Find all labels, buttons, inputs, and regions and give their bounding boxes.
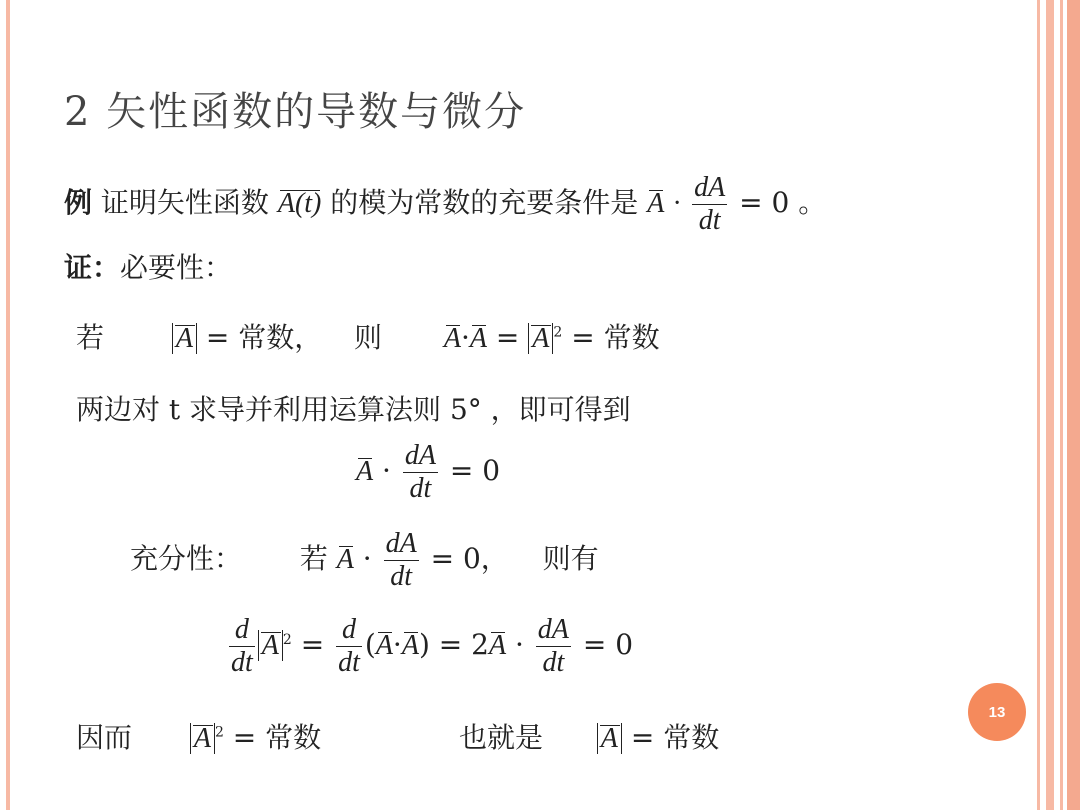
slide-title: 2 矢性函数的导数与微分 — [64, 89, 527, 135]
vector-a: A — [375, 630, 393, 662]
therefore-word: 因而 — [76, 721, 133, 754]
magnitude-a: A — [172, 323, 197, 354]
fraction-denominator: dt — [698, 205, 721, 237]
conclusion-line — [76, 716, 719, 756]
equals-sign: = — [205, 321, 230, 354]
necessity-statement — [76, 316, 660, 356]
vector-a: A — [647, 188, 665, 220]
vector-a: A — [336, 544, 354, 576]
zero-value: 0 — [482, 454, 501, 488]
if-word: 若 — [76, 321, 105, 354]
vector-a: A — [443, 323, 461, 354]
page-number-badge: 13 — [968, 683, 1026, 741]
square-exponent: 2 — [553, 324, 563, 341]
fraction-numerator: d — [336, 614, 362, 647]
dot-operator: · — [382, 454, 391, 488]
derivative-fraction — [384, 528, 419, 593]
necessity-label: 必要性： — [120, 251, 233, 284]
equals-sign: = — [571, 321, 595, 354]
vector-a-of-t: A(t) — [277, 188, 322, 220]
fraction-numerator: dA — [536, 614, 571, 647]
fraction-numerator: d — [229, 614, 255, 647]
example-text-2: 的模为常数的充要条件是 — [330, 186, 639, 220]
fraction-denominator: dt — [390, 561, 413, 593]
dot-operator: · — [362, 542, 372, 576]
magnitude-a: A — [258, 630, 283, 661]
equals-sign: = — [630, 721, 655, 754]
vector-a: A — [488, 630, 507, 662]
fraction-denominator: dt — [542, 647, 565, 679]
proof-line — [64, 246, 232, 286]
equals-sign: = — [449, 454, 474, 488]
vector-a: A — [401, 630, 419, 662]
dot-operator: · — [514, 628, 524, 662]
fraction-numerator: dA — [384, 528, 419, 561]
dot-operator: · — [460, 321, 470, 354]
then-word: 则 — [354, 321, 383, 354]
constant-text-1: 常数 — [265, 721, 322, 754]
fraction-denominator: dt — [231, 647, 253, 679]
zero-value: 0 — [771, 186, 790, 220]
right-border-line-3 — [1060, 0, 1063, 810]
equals-sign: = — [438, 628, 463, 662]
magnitude-a: A — [597, 723, 622, 754]
left-border — [6, 0, 10, 810]
proof-label: 证： — [64, 251, 121, 284]
constant-text-2: 常数 — [663, 721, 720, 754]
example-text-1: 证明矢性函数 — [100, 186, 269, 220]
derivative-line: 两边对 t 求导并利用运算法则 5° ，即可得到 — [76, 393, 631, 426]
result-equation — [356, 440, 500, 505]
magnitude-a: A — [190, 723, 215, 754]
equals-sign: = — [582, 628, 607, 662]
example-line — [64, 172, 826, 237]
vector-a: A — [356, 456, 374, 488]
that-is-word: 也就是 — [458, 721, 543, 754]
derivative-chain-equation: $\frac{d}{dt}$ A $^2$ = $\frac{d}{dt}$ (A·A) = 2A · $\frac{dA}{dt}$ = 0 — [231, 614, 634, 679]
right-border-line-1 — [1037, 0, 1040, 810]
coefficient-two: 2 — [471, 628, 489, 662]
right-border-band — [1067, 0, 1080, 810]
derivative-fraction — [403, 440, 438, 505]
if-word: 若 — [299, 542, 328, 576]
derivative-fraction — [536, 614, 571, 679]
equals-sign: = — [495, 321, 520, 354]
magnitude-a: A — [528, 323, 553, 354]
square-exponent: 2 — [214, 724, 224, 741]
then-have-word: 则有 — [542, 542, 599, 576]
fraction-numerator: dA — [692, 172, 727, 205]
equals-sign: = — [300, 628, 325, 662]
constant-text-2: 常数 — [603, 321, 660, 354]
fraction-denominator: dt — [409, 473, 432, 505]
zero-comma: 0， — [462, 542, 509, 576]
equals-sign: = — [430, 542, 455, 576]
sufficiency-line — [130, 528, 599, 593]
vector-a: A — [469, 323, 487, 354]
constant-text-1: 常数， — [238, 321, 323, 354]
equals-sign: = — [739, 186, 763, 220]
d-dt-operator — [229, 614, 255, 679]
fraction-numerator: dA — [403, 440, 438, 473]
fraction-denominator: dt — [338, 647, 360, 679]
d-dt-operator — [336, 614, 362, 679]
sufficiency-label: 充分性： — [130, 542, 243, 576]
equals-sign: = — [232, 721, 257, 754]
zero-value: 0 — [615, 628, 634, 662]
right-border-line-2 — [1046, 0, 1054, 810]
derivative-fraction — [692, 172, 727, 237]
dot-operator: · — [673, 188, 681, 220]
example-end: 。 — [798, 186, 827, 220]
square-exponent: 2 — [282, 631, 292, 648]
dot-operator: · — [392, 628, 402, 662]
example-label: 例 — [64, 186, 93, 220]
